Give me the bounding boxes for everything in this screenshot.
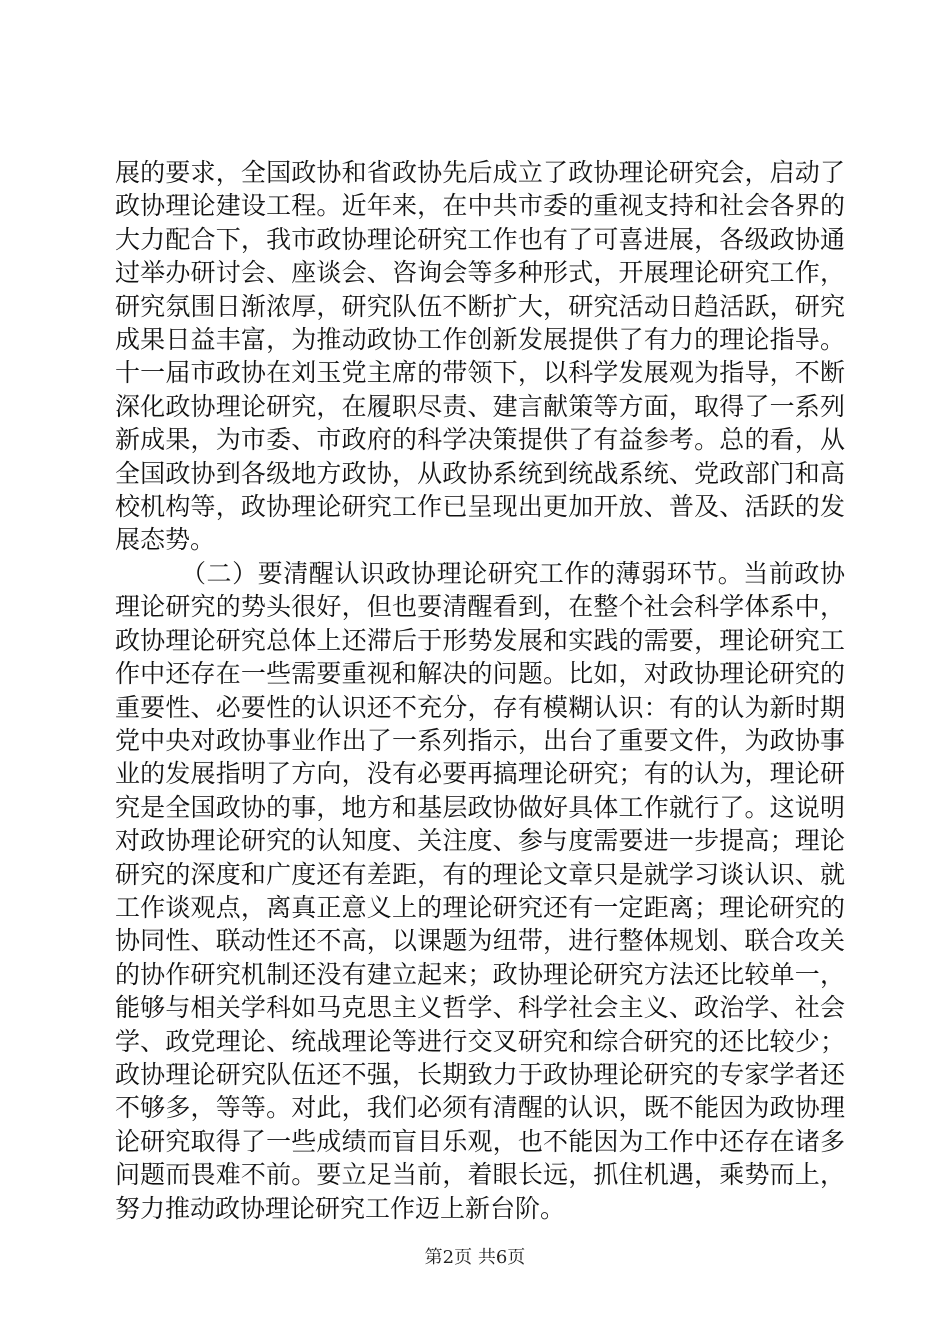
body-text	[115, 156, 845, 1225]
paragraph-section-two: （二）要清醒认识政协理论研究工作的薄弱环节。当前政协理论研究的势头很好，但也要清醒看到，在整个社会科学体系中，政协理论研究总体上还滞后于形势发展和实践的需要，理论研究工作中还存在一些需要重视和解决的问题。比如，对政协理论研究的重要性、必要性的认识还不充分，存有模糊认识：有的认为新时期党中央对政协事业作出了一系列指示，出台了重要文件，为政协事业的发展指明了方向，没有必要再搞理论研究；有的认为，理论研究是全国政协的事，地方和基层政协做好具体工作就行了。这说明对政协理论研究的认知度、关注度、参与度需要进一步提高；理论研究的深度和广度还有差距，有的理论文章只是就学习谈认识、就工作谈观点，离真正意义上的理论研究还有一定距离；理论研究的协同性、联动性还不高，以课题为纽带，进行整体规划、联合攻关的协作研究机制还没有建立起来；政协理论研究方法还比较单一，能够与相关学科如马克思主义哲学、科学社会主义、政治学、社会学、政党理论、统战理论等进行交叉研究和综合研究的还比较少；政协理论研究队伍还不强，长期致力于政协理论研究的专家学者还不够多，等等。对此，我们必须有清醒的认识，既不能因为政协理论研究取得了一些成绩而盲目乐观，也不能因为工作中还存在诸多问题而畏难不前。要立足当前，着眼长远，抓住机遇，乘势而上，努力推动政协理论研究工作迈上新台阶。	[115, 558, 845, 1223]
page-number-footer: 第2页 共6页	[424, 1247, 526, 1268]
paragraph-continued: 展的要求，全国政协和省政协先后成立了政协理论研究会，启动了政协理论建设工程。近年来，在中共市委的重视支持和社会各界的大力配合下，我市政协理论研究工作也有了可喜进展，各级政协通过举办研讨会、座谈会、咨询会等多种形式，开展理论研究工作，研究氛围日渐浓厚，研究队伍不断扩大，研究活动日趋活跃，研究成果日益丰富，为推动政协工作创新发展提供了有力的理论指导。十一届市政协在刘玉党主席的带领下，以科学发展观为指导，不断深化政协理论研究，在履职尽责、建言献策等方面，取得了一系列新成果，为市委、市政府的科学决策提供了有益参考。总的看，从全国政协到各级地方政协，从政协系统到统战系统、党政部门和高校机构等，政协理论研究工作已呈现出更加开放、普及、活跃的发展态势。	[115, 158, 845, 555]
